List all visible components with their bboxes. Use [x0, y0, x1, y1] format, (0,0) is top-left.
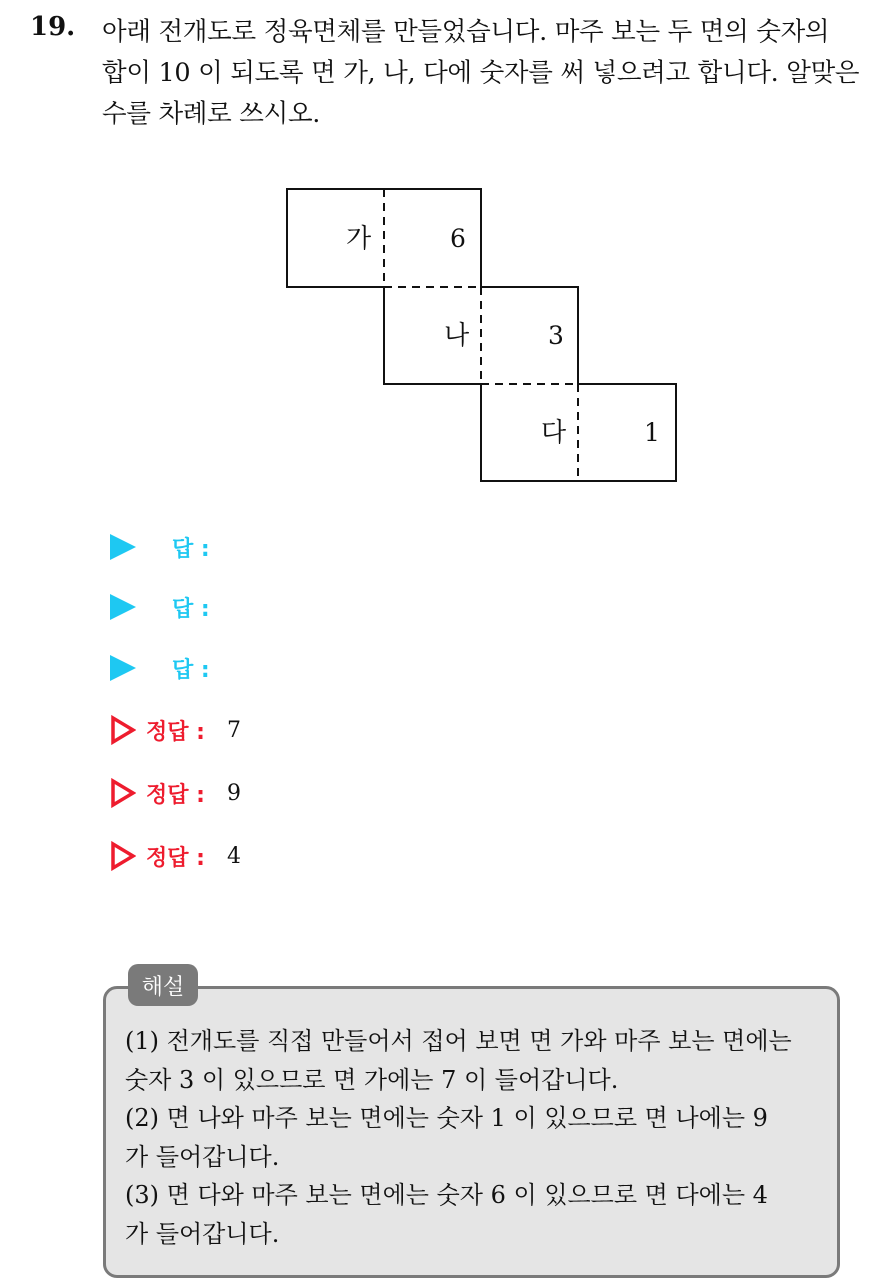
face-label-ga: 가	[346, 224, 372, 254]
correct-answer-value: 4	[226, 843, 241, 869]
play-triangle-icon	[110, 534, 136, 560]
face-number: 3	[548, 321, 564, 350]
explanation-line: (2) 면 나와 마주 보는 면에는 숫자 1 이 있으므로 면 나에는 9	[125, 1104, 768, 1132]
question-line: 아래 전개도로 정육면체를 만들었습니다. 마주 보는 두 면의 숫자의	[102, 17, 830, 47]
question-line: 합이 10 이 되도록 면 가, 나, 다에 숫자를 써 넣으려고 합니다. 알맞은	[102, 58, 860, 88]
outline-triangle-icon	[110, 715, 136, 745]
correct-answer-label: 정답 :	[146, 719, 205, 745]
question-line: 수를 차례로 쓰시오.	[102, 99, 321, 129]
explanation-line: 가 들어갑니다.	[125, 1219, 280, 1248]
play-triangle-icon	[110, 655, 136, 681]
correct-answer-label: 정답 :	[146, 845, 205, 871]
play-triangle-icon	[110, 594, 136, 620]
explanation-line: 가 들어갑니다.	[125, 1142, 280, 1171]
explanation-line: (1) 전개도를 직접 만들어서 접어 보면 면 가와 마주 보는 면에는	[125, 1027, 792, 1055]
explanation-line: 숫자 3 이 있으므로 면 가에는 7 이 들어갑니다.	[125, 1065, 619, 1094]
answer-label: 답 :	[172, 657, 210, 683]
correct-answer-value: 7	[226, 717, 241, 743]
explanation-line: (3) 면 다와 마주 보는 면에는 숫자 6 이 있으므로 면 다에는 4	[125, 1181, 768, 1209]
face-label-na: 나	[444, 321, 470, 351]
explanation-tag: 해설	[128, 964, 198, 1006]
correct-answer-row	[110, 836, 241, 876]
face-number: 6	[450, 224, 466, 253]
correct-answer-row	[110, 773, 241, 813]
correct-answer-row	[110, 710, 241, 750]
cube-net-diagram	[0, 0, 884, 500]
outline-triangle-icon	[110, 778, 136, 808]
answer-label: 답 :	[172, 536, 210, 562]
answer-label: 답 :	[172, 596, 210, 622]
face-label-da: 다	[541, 418, 567, 448]
correct-answer-value: 9	[226, 780, 241, 806]
correct-answer-label: 정답 :	[146, 782, 205, 808]
explanation-text	[125, 1022, 825, 1253]
outline-triangle-icon	[110, 841, 136, 871]
answer-blank-row	[110, 527, 210, 567]
answer-blank-row	[110, 648, 210, 688]
answer-blank-row	[110, 587, 210, 627]
question-number: 19.	[30, 12, 76, 42]
face-number: 1	[644, 418, 660, 447]
